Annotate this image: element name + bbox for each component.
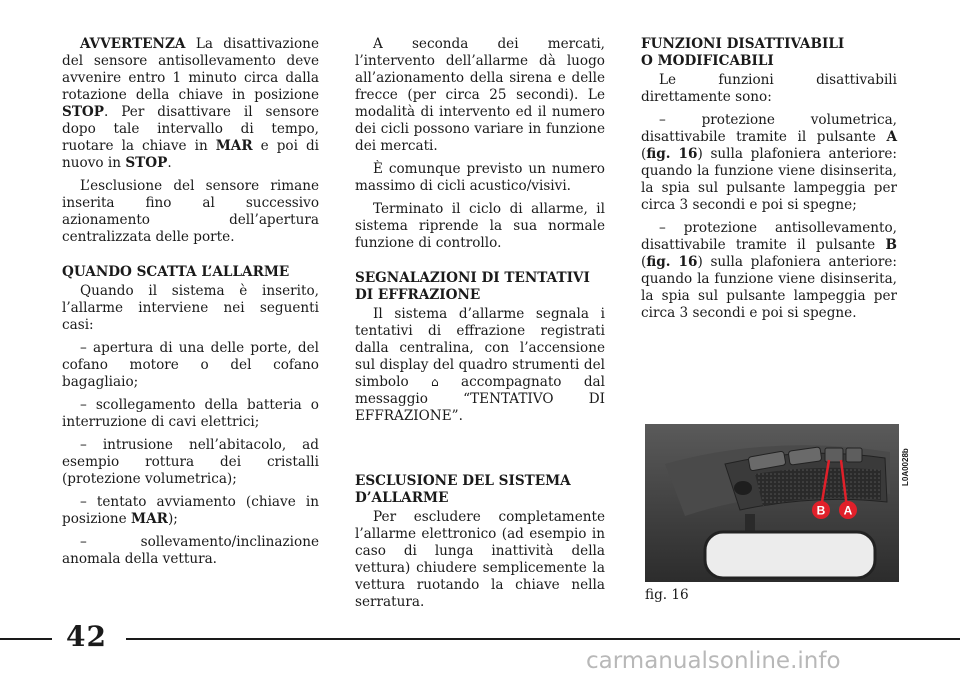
tampering-text-b: accompagnato dal messaggio “TENTATIVO DI EFFRAZIONE”. xyxy=(355,374,606,424)
alarm-case-4-mar: MAR xyxy=(131,511,168,527)
function-b-text-a: – protezione antisollevamento, disattivabile tramite il pulsante xyxy=(641,220,897,253)
heading-funzioni-line2: O MODIFICABILI xyxy=(641,53,774,69)
column-1 xyxy=(62,36,319,574)
page-number: 42 xyxy=(66,620,107,653)
alarm-case-5: – sollevamento/inclinazione anomala della vettura. xyxy=(62,534,319,567)
callout-a-label: A xyxy=(843,503,853,518)
market-paragraph: A seconda dei mercati, l’intervento dell’allarme dà luogo all’azionamento della sirena e delle frecce (per circa 25 secondi). Le modalità di intervento ed il numero dei cicli possono variare in funzione dei mercati. xyxy=(355,36,605,154)
exclude-paragraph: Per escludere completamente l’allarme elettronico (ad esempio in caso di lunga inattività della vettura) chiudere semplicemente la vettura ruotando la chiave nella serratura. xyxy=(355,509,605,610)
mar-key: MAR xyxy=(215,138,253,154)
alarm-case-4 xyxy=(62,494,319,528)
warning-text-a: La disattivazione del sensore antisollevamento deve avvenire entro 1 minuto circa dalla rotazione della chiave in posizione xyxy=(62,36,319,103)
column-3 xyxy=(641,36,897,328)
heading-esclusione-line1: ESCLUSIONE DEL SISTEMA xyxy=(355,473,571,489)
heading-funzioni xyxy=(641,36,897,70)
figure-caption: fig. 16 xyxy=(645,587,689,603)
warning-text-d: . xyxy=(167,155,172,171)
heading-segnalazioni-line2: DI EFFRAZIONE xyxy=(355,287,481,303)
function-a-text-c: ) sulla plafoniera anteriore: quando la funzione viene disinserita, la spia sul pulsante lampeggia per circa 3 secondi e poi si spegne; xyxy=(641,146,897,213)
warning-text-c: e poi di nuovo in xyxy=(62,138,319,171)
heading-esclusione-line2: D’ALLARME xyxy=(355,490,449,506)
function-b-text-b: ( xyxy=(641,254,647,270)
cycle-end-paragraph: Terminato il ciclo di allarme, il sistema riprende la sua normale funzione di controllo. xyxy=(355,201,605,251)
tampering-paragraph xyxy=(355,306,605,425)
console-illustration xyxy=(645,424,899,582)
column-2 xyxy=(355,36,605,617)
alarm-case-1: – apertura di una delle porte, del cofano motore o del cofano bagagliaio; xyxy=(62,340,319,390)
alarm-case-4-b: ); xyxy=(167,511,178,527)
house-alarm-icon: ⌂ xyxy=(431,375,439,389)
heading-quando-scatta: QUANDO SCATTA L’ALLARME xyxy=(62,264,290,280)
quando-intro: Quando il sistema è inserito, l’allarme interviene nei seguenti casi: xyxy=(62,283,319,333)
footer-rule-left xyxy=(0,638,52,640)
fig-ref-b: fig. 16 xyxy=(646,254,698,270)
stop-key-2: STOP xyxy=(125,155,168,171)
footer-rule-right xyxy=(126,638,960,640)
function-a-text-a: – protezione volumetrica, disattivabile tramite il pulsante xyxy=(641,112,897,145)
fig-ref-a: fig. 16 xyxy=(646,146,698,162)
function-a-paragraph xyxy=(641,112,897,214)
figure-code-text: L0A0028b xyxy=(901,448,910,486)
alarm-case-4-a: – tentato avviamento (chiave in posizione xyxy=(62,494,319,527)
button-b-ref: B xyxy=(885,237,897,253)
heading-funzioni-line1: FUNZIONI DISATTIVABILI xyxy=(641,36,845,52)
heading-segnalazioni-line1: SEGNALAZIONI DI TENTATIVI xyxy=(355,270,590,286)
cycles-paragraph: È comunque previsto un numero massimo di cicli acustico/visivi. xyxy=(355,161,605,194)
watermark: carmanualsonline.info xyxy=(586,648,841,674)
button-a-ref: A xyxy=(886,129,897,145)
warning-label: AVVERTENZA xyxy=(80,36,186,52)
callout-b-label: B xyxy=(816,503,826,518)
alarm-case-2: – scollegamento della batteria o interruzione di cavi elettrici; xyxy=(62,397,319,430)
alarm-case-3: – intrusione nell’abitacolo, ad esempio rottura dei cristalli (protezione volumetrica); xyxy=(62,437,319,487)
exclusion-paragraph: L’esclusione del sensore rimane inserita fino al successivo azionamento dell’apertura centralizzata delle porte. xyxy=(62,178,319,245)
heading-esclusione xyxy=(355,473,605,507)
warning-paragraph xyxy=(62,36,319,172)
figure-code xyxy=(899,426,911,486)
warning-text-b: . Per disattivare il sensore dopo tale intervallo di tempo, ruotare la chiave in xyxy=(62,104,319,154)
stop-key-1: STOP xyxy=(62,104,104,120)
function-a-text-b: ( xyxy=(641,146,647,162)
function-b-text-c: ) sulla plafoniera anteriore: quando la funzione viene disinserita, la spia sul pulsante lampeggia per circa 3 secondi e poi si spegne. xyxy=(641,254,897,321)
figure-16-photo xyxy=(645,424,899,582)
function-b-paragraph xyxy=(641,220,897,322)
tampering-text-a: Il sistema d’allarme segnala i tentativi di effrazione registrati dalla centralina, con l’accensione sul display del quadro strumenti del simbolo xyxy=(355,306,605,390)
heading-segnalazioni xyxy=(355,270,605,304)
functions-intro: Le funzioni disattivabili direttamente sono: xyxy=(641,72,897,105)
